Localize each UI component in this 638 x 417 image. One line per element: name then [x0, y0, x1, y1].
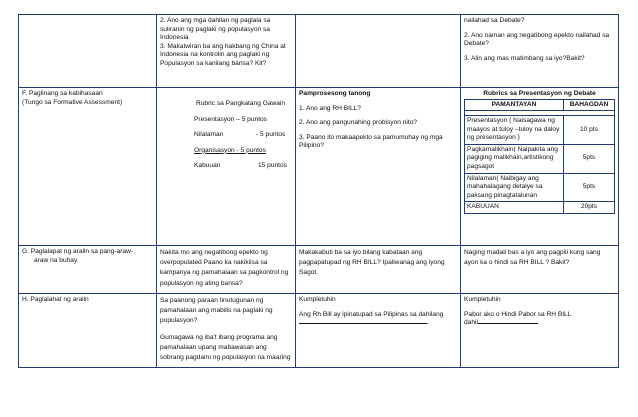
- table-row: [19, 294, 619, 368]
- question-text: 1. Ano ang RH BILL?: [299, 104, 361, 112]
- question-text: 2. Ano ang pangunahing probisyon nito?: [299, 119, 418, 127]
- rubric-item: Nilalaman - 5 puntos: [194, 131, 286, 139]
- table-row: [19, 88, 619, 246]
- fill-blank[interactable]: dahil: [464, 319, 615, 328]
- activity-text: Sa paanong paraan tinutugunan ng pamahalaan ang mabilis na paglaki ng populasyon?: [160, 297, 273, 325]
- points-cell: 5pts: [564, 144, 615, 173]
- question-text: 2. Ano ang mga dahilan ng paglala sa suliranin ng paglaki ng populasyon sa Indonesia: [160, 17, 271, 42]
- section-label: G. Paglalapat ng aralin sa pang-araw-: [22, 248, 134, 255]
- rowH-col3-cell: [296, 294, 461, 368]
- rowF-label-cell: [19, 88, 157, 246]
- points-cell: 10 pts: [564, 116, 615, 145]
- rowG-label-cell: [19, 246, 157, 294]
- table-row: [465, 144, 615, 173]
- activity-text: Nakita mo ang negatibong epekto ng overpopulated Paano ka nakikiisa sa kampanya ng pamahalaan sa pagkontrol ng populasyon ng ating bansa?: [160, 249, 289, 287]
- rubric-item: Presentasyon – 5 puntos: [194, 115, 267, 123]
- table-row: [19, 246, 619, 294]
- table-row: [465, 173, 615, 202]
- question-text: 3. Makatwiran ba ang hakbang ng China at Indonesia na kontrolin ang paglaki ng Populasyon sa kanilang bansa? Kit?: [160, 42, 286, 67]
- section-label: H. Paglalahat ng aralin: [22, 296, 89, 303]
- section-title: Rubrics sa Presentasyon ng Debate: [483, 90, 596, 97]
- rubric-item: Kabuuan 15 puntos: [194, 162, 287, 170]
- criteria-cell: Pagkamalikhain( Naipakita ang pagiging malikhain,artistikong pagsagot: [465, 144, 564, 173]
- row0-label-cell: [19, 15, 157, 88]
- activity-text: Naging madali bas a iyo ang pagpili kung sang ayon ka o hindi sa RH BILL ? Bakit?: [464, 249, 601, 267]
- rowG-col2-cell: [157, 246, 296, 294]
- section-label: F. Paglinang sa kabihasaan: [22, 90, 103, 97]
- activity-text: Ang Rh Bill ay ipinatupad sa Pilipinas sa dahilang: [299, 310, 444, 318]
- section-title: Kumpletuhin: [299, 296, 336, 303]
- lesson-plan-table: [18, 14, 619, 368]
- column-header: BAHAGDAN: [564, 99, 615, 111]
- row0-empty-cell: [296, 15, 461, 88]
- row0-debate-cell: [461, 15, 619, 88]
- rowG-col3-cell: [296, 246, 461, 294]
- rowH-col2-cell: [157, 294, 296, 368]
- points-cell: 5pts: [564, 173, 615, 202]
- criteria-cell: Nilalaman( Naibigay ang mahahalagang detalye sa paksang pinagtatalunan: [465, 173, 564, 202]
- activity-text: Makakabuti ba sa iyo bilang kabataan ang pagpapatupad ng RH BILL? Ipaliwanag ang iyong Sagot.: [299, 249, 445, 277]
- question-text: 3. Paano ito makaapekto sa pamumuhay ng mga Pilipino?: [299, 133, 443, 150]
- question-text: 2. Ano naman ang negatibong epekto nailahad sa Debate?: [464, 31, 610, 48]
- section-title: Pamprosesong tanong: [299, 90, 371, 97]
- table-row: [465, 99, 615, 111]
- criteria-cell: Presentasyon ( Naisagawa ng maayos at tuloy –tuloy na daloy ng presentasyon ): [465, 116, 564, 145]
- processing-questions-cell: [296, 88, 461, 246]
- column-header: PAMANTAYAN: [465, 99, 564, 111]
- table-row: [19, 15, 619, 88]
- question-text: 3. Alin ang mas matimbang sa iyo?Bakit?: [464, 54, 585, 62]
- section-label: araw na buhay: [34, 256, 78, 264]
- table-row: [465, 202, 615, 214]
- rowG-col4-cell: [461, 246, 619, 294]
- rowH-col4-cell: [461, 294, 619, 368]
- table-row: [465, 116, 615, 145]
- debate-rubric-table: [464, 99, 615, 214]
- criteria-cell: KABUUAN: [465, 202, 564, 214]
- rubric-item: Organisasyon - 5 puntos: [194, 146, 266, 154]
- activity-text: Gumagawa ng iba't ibang programa ang pamahalaan upang mabawasan ang sobrang pagdami ng populasyon na maaring: [160, 333, 291, 362]
- section-title: Kumpletuhin: [464, 296, 501, 303]
- rubric-cell: [157, 88, 296, 246]
- debate-rubric-cell: [461, 88, 619, 246]
- fill-blank[interactable]: .: [299, 319, 457, 328]
- row0-questions-cell: [157, 15, 296, 88]
- rubric-list: [160, 116, 292, 171]
- section-sublabel: (Tungo sa Formative Assessment): [22, 98, 123, 106]
- question-text: nailahad sa Debate?: [464, 17, 525, 24]
- points-cell: 20pts: [564, 202, 615, 214]
- rowH-label-cell: [19, 294, 157, 368]
- activity-text: Pabor ako o Hindi Pabor sa RH BILL: [464, 310, 572, 318]
- rubric-title: Rubric sa Pangkatang Gawain: [196, 100, 286, 107]
